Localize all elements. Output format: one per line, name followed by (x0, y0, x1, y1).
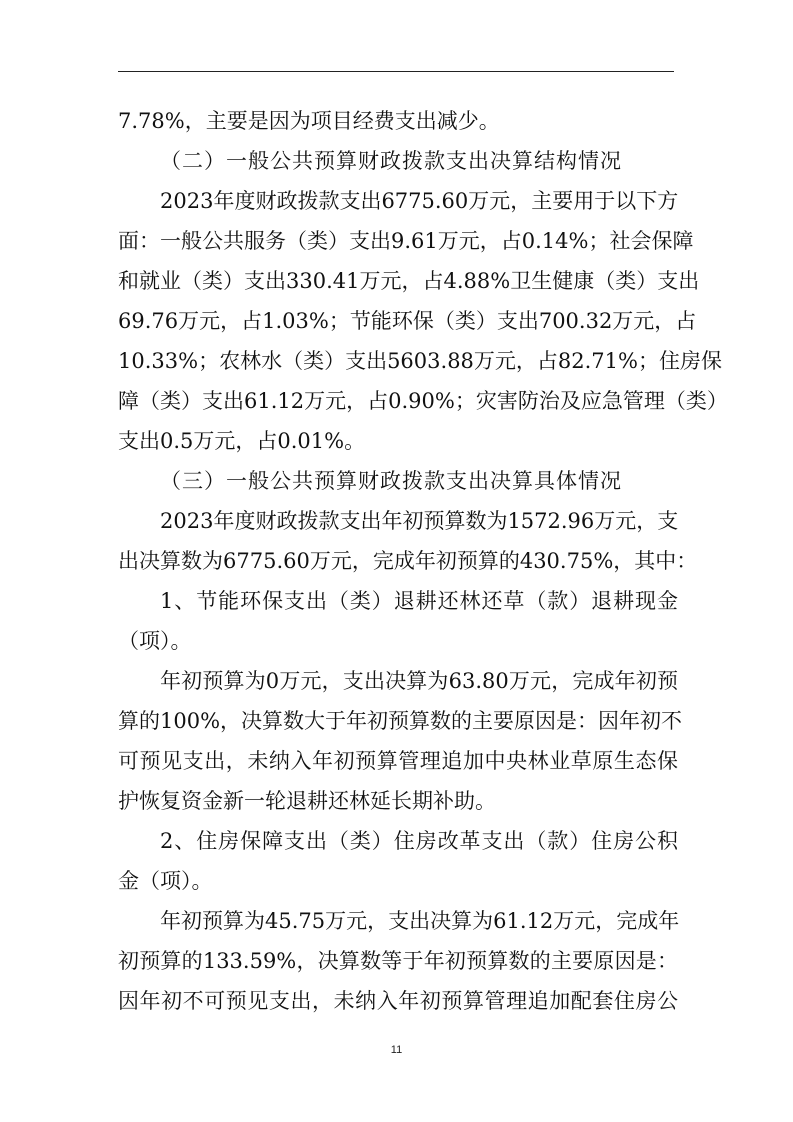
paragraph-line: 69.76万元，占1.03%；节能环保（类）支出700.32万元，占 (118, 309, 697, 333)
section-heading-3: （三）一般公共预算财政拨款支出决算具体情况 (160, 469, 622, 493)
paragraph-line: （项）。 (118, 629, 192, 653)
header-rule (118, 71, 674, 72)
paragraph-line: 出决算数为6775.60万元，完成年初预算的430.75%，其中： (118, 549, 698, 573)
page-number: 11 (390, 1044, 403, 1056)
paragraph-line: 护恢复资金新一轮退耕还林延长期补助。 (118, 789, 496, 813)
paragraph-line: 面：一般公共服务（类）支出9.61万元，占0.14%；社会保障 (118, 229, 694, 253)
item-heading-1: 1、节能环保支出（类）退耕还林还草（款）退耕现金 (160, 589, 678, 613)
paragraph-line: 和就业（类）支出330.41万元，占4.88%卫生健康（类）支出 (118, 269, 700, 293)
paragraph-line: 算的100%，决算数大于年初预算数的主要原因是：因年初不 (118, 709, 683, 733)
paragraph-line: 年初预算为45.75万元，支出决算为61.12万元，完成年 (160, 909, 680, 933)
item-heading-2: 2、住房保障支出（类）住房改革支出（款）住房公积 (160, 829, 678, 853)
paragraph-line: 因年初不可预见支出，未纳入年初预算管理追加配套住房公 (118, 989, 678, 1013)
paragraph-line: 年初预算为0万元，支出决算为63.80万元，完成年初预 (160, 669, 678, 693)
document-body (118, 101, 728, 1021)
section-heading-2: （二）一般公共预算财政拨款支出决算结构情况 (160, 149, 622, 173)
paragraph-line: 2023年度财政拨款支出年初预算数为1572.96万元，支 (160, 509, 679, 533)
paragraph-line: 障（类）支出61.12万元，占0.90%；灾害防治及应急管理（类） (118, 389, 728, 413)
paragraph-line: 可预见支出，未纳入年初预算管理追加中央林业草原生态保 (118, 749, 678, 773)
paragraph-line: 初预算的133.59%，决算数等于年初预算数的主要原因是： (118, 949, 678, 973)
paragraph-line: 2023年度财政拨款支出6775.60万元，主要用于以下方 (160, 189, 679, 213)
paragraph-line: 支出0.5万元，占0.01%。 (118, 429, 366, 453)
paragraph-line: 金（项）。 (118, 869, 213, 893)
paragraph-line: 10.33%；农林水（类）支出5603.88万元，占82.71%；住房保 (118, 349, 722, 373)
paragraph-line: 7.78%，主要是因为项目经费支出减少。 (118, 109, 500, 133)
